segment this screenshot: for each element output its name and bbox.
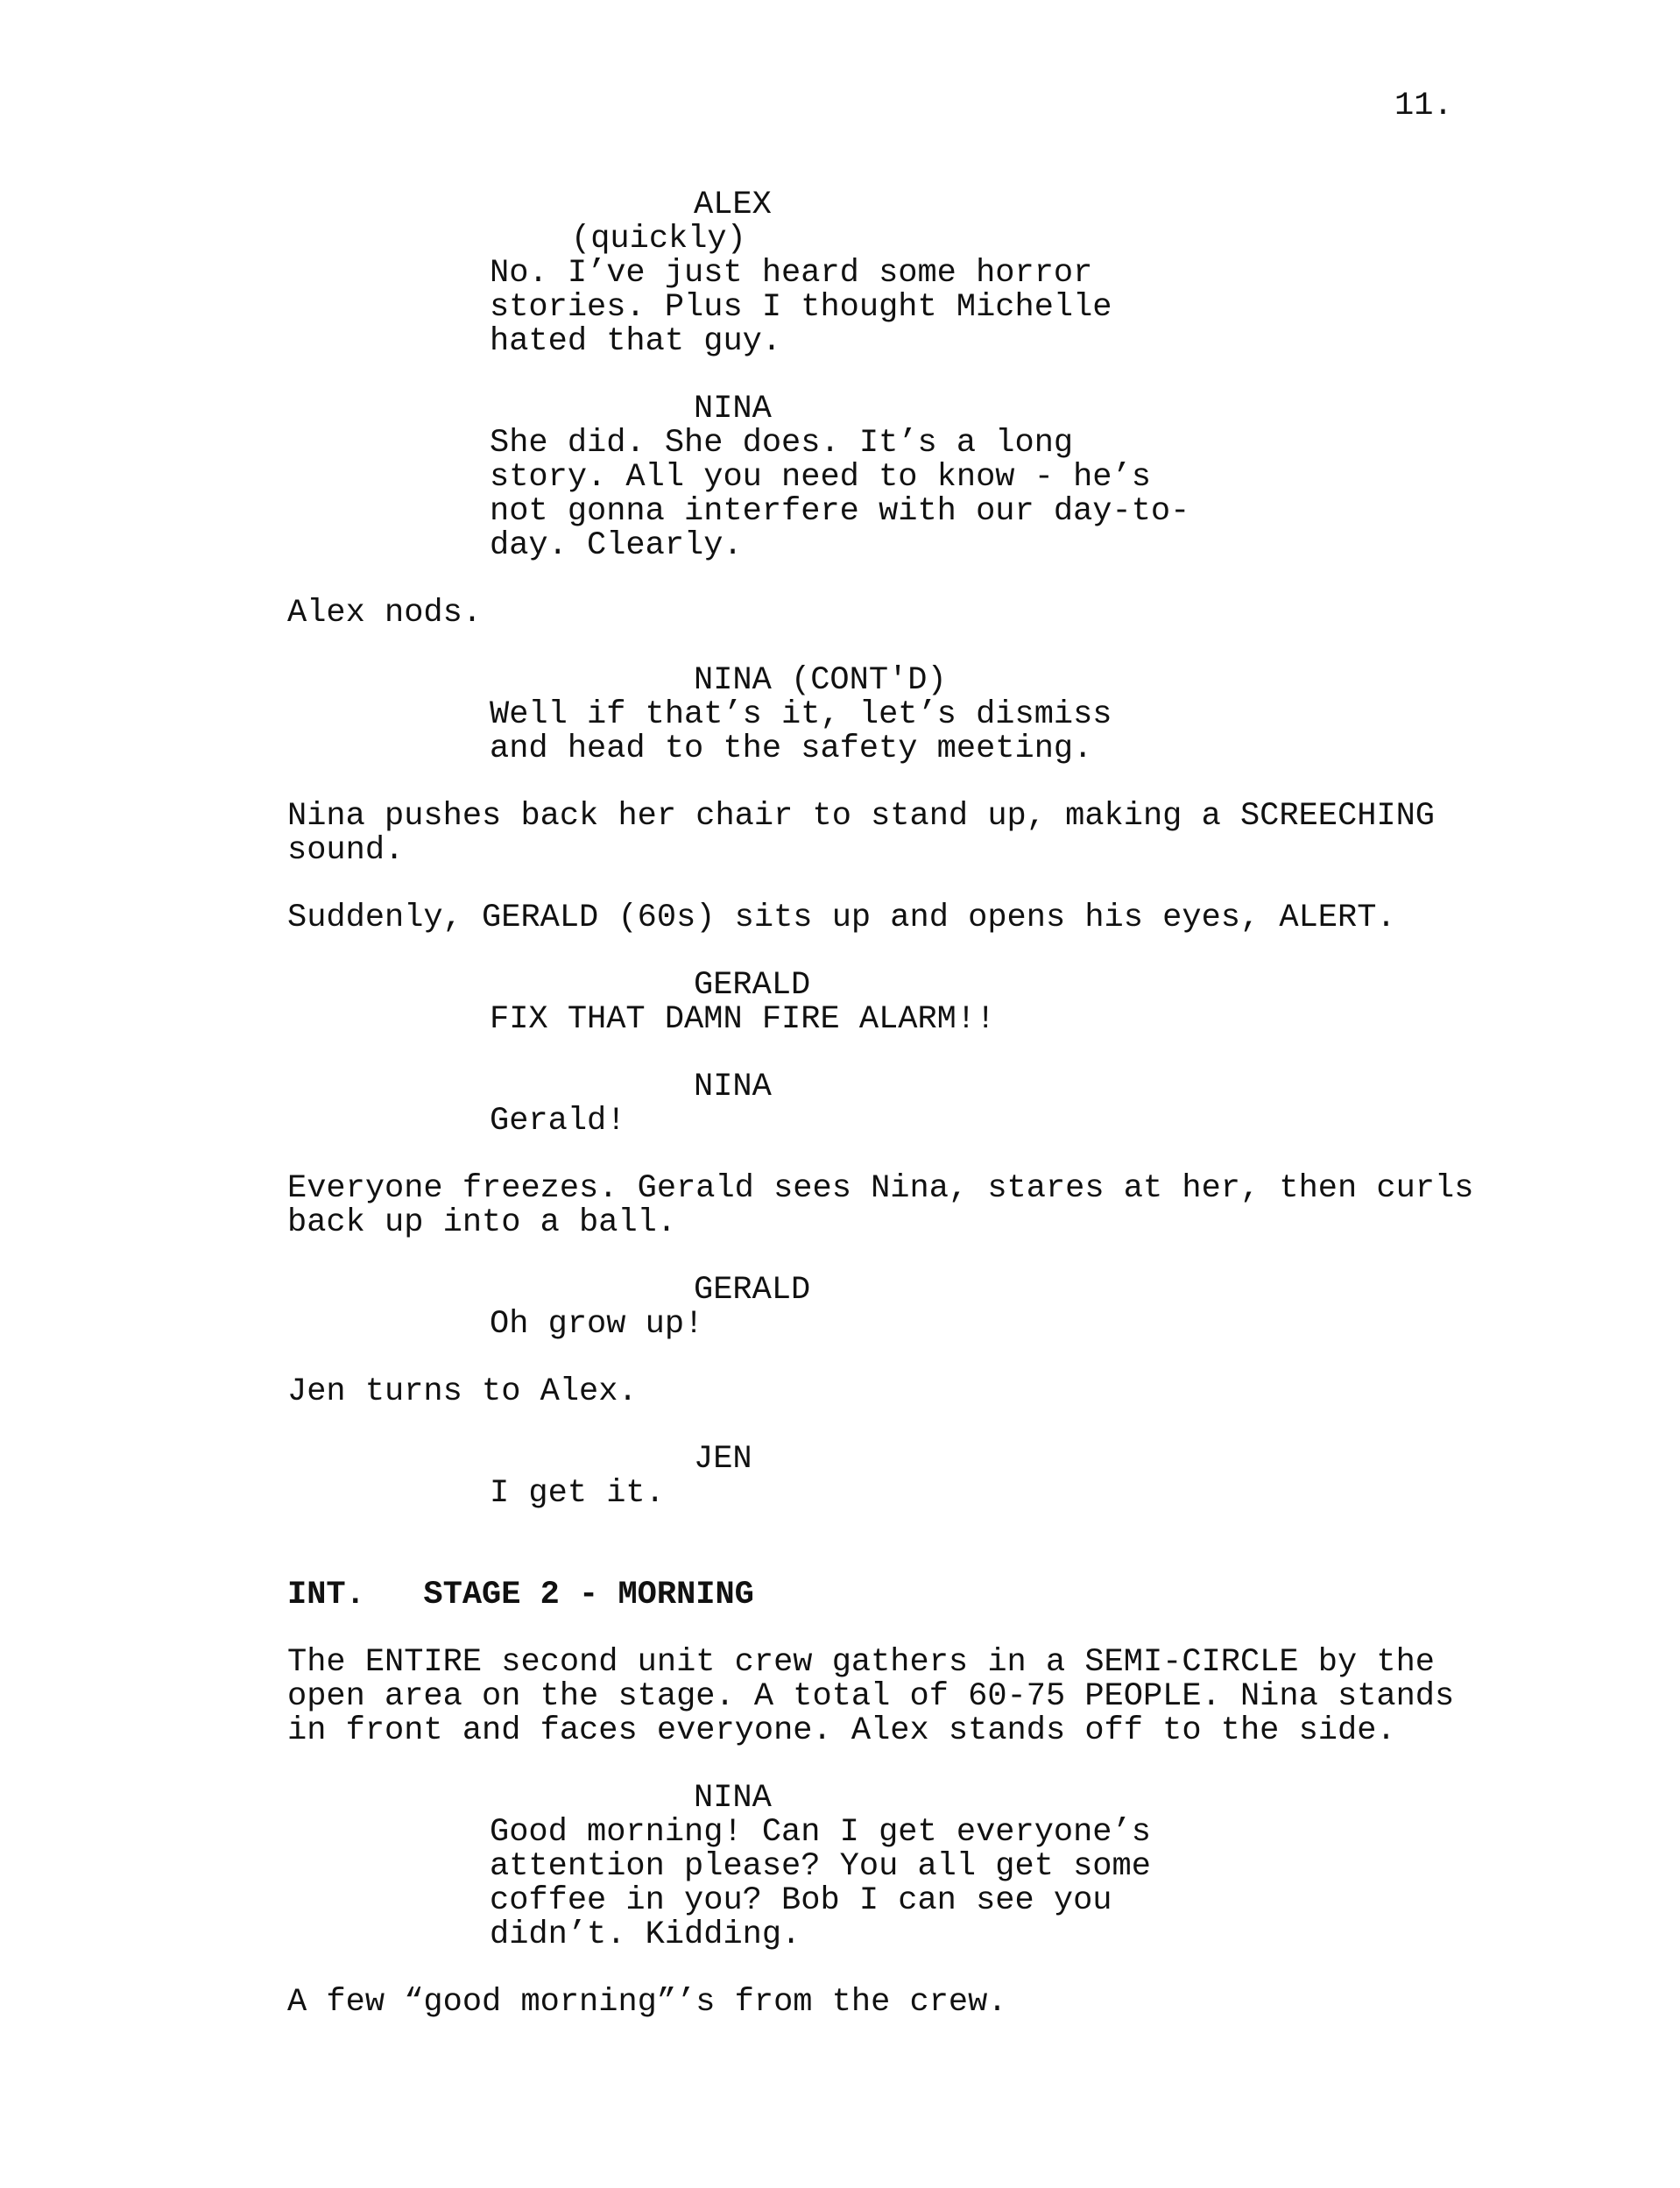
dialogue-line: and head to the safety meeting.: [490, 731, 1093, 767]
character-name: NINA: [694, 1069, 772, 1105]
action-line: Nina pushes back her chair to stand up, making a SCREECHING: [287, 798, 1436, 835]
dialogue-line: Oh grow up!: [490, 1306, 704, 1343]
action-line: open area on the stage. A total of 60-75 PEOPLE. Nina stands: [287, 1678, 1455, 1715]
action-line: The ENTIRE second unit crew gathers in a SEMI-CIRCLE by the: [287, 1644, 1436, 1681]
dialogue-line: She did. She does. It’s a long: [490, 425, 1074, 462]
dialogue-line: I get it.: [490, 1475, 665, 1512]
character-name: GERALD: [694, 1272, 811, 1309]
character-name: NINA (CONT'D): [694, 662, 947, 699]
dialogue-line: day. Clearly.: [490, 527, 743, 564]
dialogue-line: not gonna interfere with our day-to-: [490, 493, 1190, 530]
page-number: 11.: [1394, 88, 1453, 124]
character-name: NINA: [694, 1780, 772, 1817]
dialogue-line: Well if that’s it, let’s dismiss: [490, 696, 1112, 733]
action-line: in front and faces everyone. Alex stands off to the side.: [287, 1712, 1396, 1749]
character-name: GERALD: [694, 967, 811, 1004]
action-line: Suddenly, GERALD (60s) sits up and opens his eyes, ALERT.: [287, 900, 1396, 936]
dialogue-line: didn’t. Kidding.: [490, 1916, 801, 1953]
dialogue-line: No. I’ve just heard some horror: [490, 255, 1093, 292]
dialogue-line: hated that guy.: [490, 323, 782, 360]
dialogue-line: coffee in you? Bob I can see you: [490, 1882, 1112, 1919]
character-name: JEN: [694, 1441, 752, 1478]
action-line: sound.: [287, 832, 405, 869]
character-name: NINA: [694, 391, 772, 427]
dialogue-line: FIX THAT DAMN FIRE ALARM!!: [490, 1001, 996, 1038]
action-line: Jen turns to Alex.: [287, 1373, 638, 1410]
scene-heading: INT. STAGE 2 - MORNING: [287, 1577, 754, 1613]
dialogue-line: stories. Plus I thought Michelle: [490, 289, 1112, 326]
action-line: A few “good morning”’s from the crew.: [287, 1984, 1007, 2021]
action-line: back up into a ball.: [287, 1204, 677, 1241]
character-name: ALEX: [694, 187, 772, 223]
dialogue-line: story. All you need to know - he’s: [490, 459, 1151, 496]
dialogue-line: Good morning! Can I get everyone’s: [490, 1814, 1151, 1851]
parenthetical: (quickly): [571, 221, 746, 258]
dialogue-line: attention please? You all get some: [490, 1848, 1151, 1885]
action-line: Everyone freezes. Gerald sees Nina, stares at her, then curls: [287, 1170, 1474, 1207]
action-line: Alex nods.: [287, 595, 483, 632]
dialogue-line: Gerald!: [490, 1103, 626, 1140]
